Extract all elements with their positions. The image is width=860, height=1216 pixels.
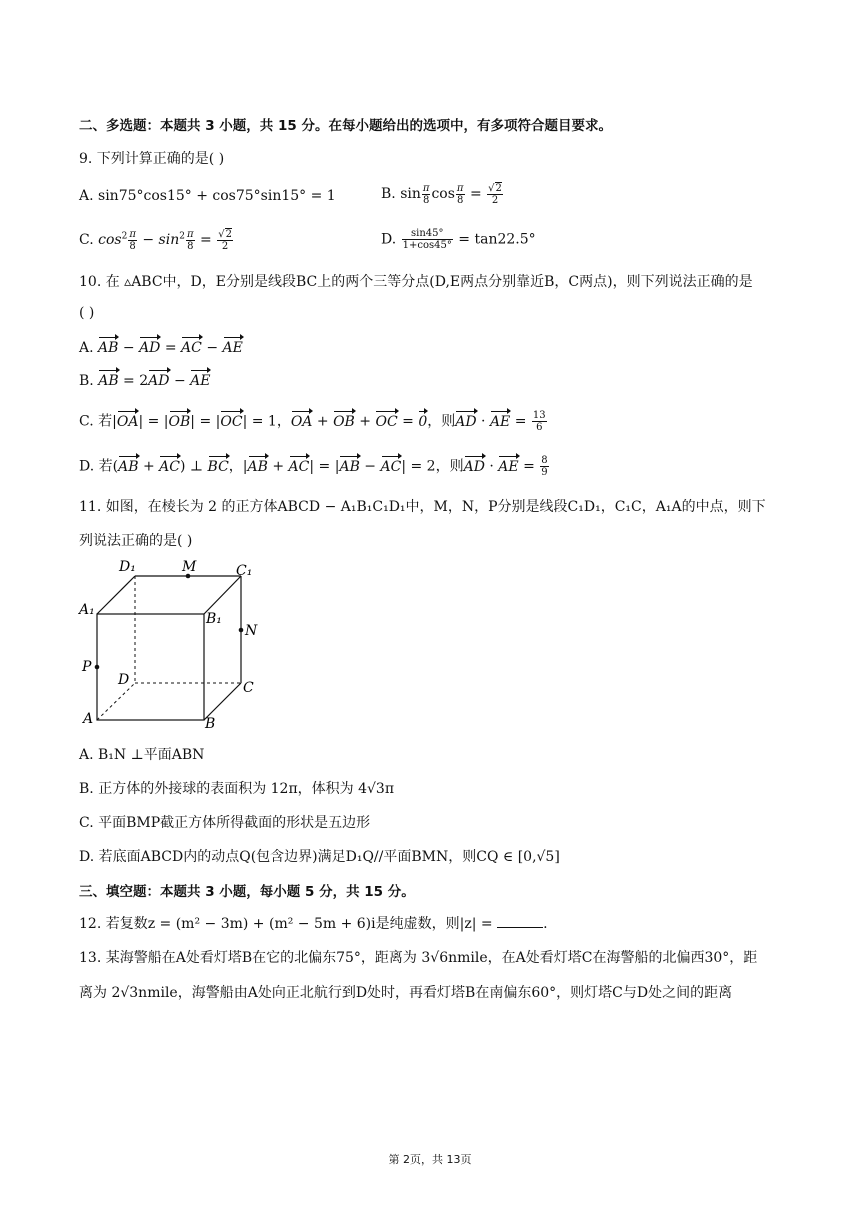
label-c: C bbox=[243, 680, 254, 696]
label-b: B bbox=[205, 716, 216, 732]
label-n: N bbox=[245, 623, 258, 639]
q9-d-rhs: = tan22.5° bbox=[453, 231, 536, 248]
q9-option-c: C. $\cos^2$ $\frac{\pi}{8}$ − $\sin^2$ $\frac{\pi}{8}$ = $\frac{√2}{2}$ bbox=[79, 228, 232, 252]
question-9-stem: 9. 下列计算正确的是( ) bbox=[79, 151, 225, 167]
q10-option-b: B. AB = 2AD − AE bbox=[79, 373, 211, 389]
question-13-line2: 离为 2√3nmile，海警船由A处向正北航行到D处时，再看灯塔B在南偏东60°，则灯塔C与D处之间的距离 bbox=[79, 985, 733, 1001]
label-a1: A₁ bbox=[79, 602, 95, 618]
q9-d-label: D. bbox=[381, 231, 401, 248]
question-10-paren: ( ) bbox=[79, 305, 95, 321]
q10-d-tail: = 2，则 bbox=[406, 458, 464, 475]
q10-c-num: 13 bbox=[532, 410, 546, 421]
label-d1: D₁ bbox=[119, 559, 136, 575]
label-a: A bbox=[83, 711, 94, 727]
q9-c-label: C. bbox=[79, 232, 99, 248]
q10-c-den: 6 bbox=[536, 422, 543, 433]
q12-end: . bbox=[543, 916, 548, 932]
section-heading-fill-blank: 三、填空题：本题共 3 小题，每小题 5 分，共 15 分。 bbox=[79, 884, 415, 900]
q10-a-label: A. bbox=[79, 340, 99, 356]
question-11-stem-line2: 列说法正确的是( ) bbox=[79, 533, 193, 549]
section-heading-multiple-choice: 二、多选题：本题共 3 小题，共 15 分。在每小题给出的选项中，有多项符合题目要求。 bbox=[79, 118, 612, 134]
page-footer: 第 2页，共 13页 bbox=[388, 1153, 472, 1166]
q11-option-a: A. B₁N ⊥平面ABN bbox=[79, 747, 205, 763]
label-b1: B₁ bbox=[206, 611, 222, 627]
q9-option-b: B. sin $\frac{\pi}{8}$ cos $\frac{\pi}{8}$ = $\frac{√2}{2}$ bbox=[381, 182, 502, 206]
q9-option-d bbox=[381, 228, 536, 251]
q10-option-d: D. 若(AB + AC) ⊥ BC，|AB + AC| = |AB − AC| = 2，则AD · AE = $\frac{8}{9}$ bbox=[79, 455, 548, 478]
q10-d-den: 9 bbox=[541, 467, 548, 478]
question-11-stem: 11. 如图，在棱长为 2 的正方体ABCD − A₁B₁C₁D₁中，M，N，P分别是线段C₁D₁，C₁C，A₁A的中点，则下 bbox=[79, 499, 766, 515]
label-c1: C₁ bbox=[236, 563, 253, 579]
q10-option-a: A. AB − AD = AC − AE bbox=[79, 340, 243, 356]
q10-b-label: B. bbox=[79, 373, 99, 389]
cube-figure bbox=[78, 556, 268, 732]
q10-c-tail: ，则 bbox=[427, 413, 456, 430]
question-13-line1: 13. 某海警船在A处看灯塔B在它的北偏东75°，距离为 3√6nmile，在A处看灯塔C在海警船的北偏西30°，距 bbox=[79, 950, 758, 966]
q9-b-eq: = bbox=[465, 186, 487, 202]
q9-d-den: 1+cos45° bbox=[402, 240, 452, 251]
q10-option-c: C. 若|OA| = |OB| = |OC| = 1，OA + OB + OC = 0，则AD · AE = $\frac{13}{6}$ bbox=[79, 410, 546, 433]
q9-b-cos: cos bbox=[431, 186, 455, 202]
question-12 bbox=[79, 913, 548, 933]
label-m: M bbox=[182, 559, 197, 575]
answer-blank[interactable] bbox=[497, 915, 543, 928]
question-10-stem: 10. 在 ▵ABC中，D，E分别是线段BC上的两个三等分点(D,E两点分别靠近B，C两点)，则下列说法正确的是 bbox=[79, 274, 753, 290]
q12-text: 12. 若复数z = (m² − 3m) + (m² − 5m + 6)i是纯虚数，则|z| = bbox=[79, 916, 498, 932]
q9-d-num: sin45° bbox=[402, 228, 453, 240]
q11-option-d: D. 若底面ABCD内的动点Q(包含边界)满足D₁Q//平面BMN，则CQ ∈ [0,√5] bbox=[79, 849, 560, 865]
q9-b-sin: B. sin bbox=[381, 186, 421, 202]
q9-option-a: A. sin75°cos15° + cos75°sin15° = 1 bbox=[79, 188, 336, 204]
q10-d-label: D. 若 bbox=[79, 458, 113, 475]
label-d: D bbox=[118, 672, 130, 688]
label-p: P bbox=[82, 659, 92, 675]
q10-c-label: C. 若 bbox=[79, 413, 113, 430]
q11-option-c: C. 平面BMP截正方体所得截面的形状是五边形 bbox=[79, 815, 371, 831]
q10-d-num: 8 bbox=[541, 455, 548, 466]
q11-option-b: B. 正方体的外接球的表面积为 12π，体积为 4√3π bbox=[79, 781, 395, 797]
